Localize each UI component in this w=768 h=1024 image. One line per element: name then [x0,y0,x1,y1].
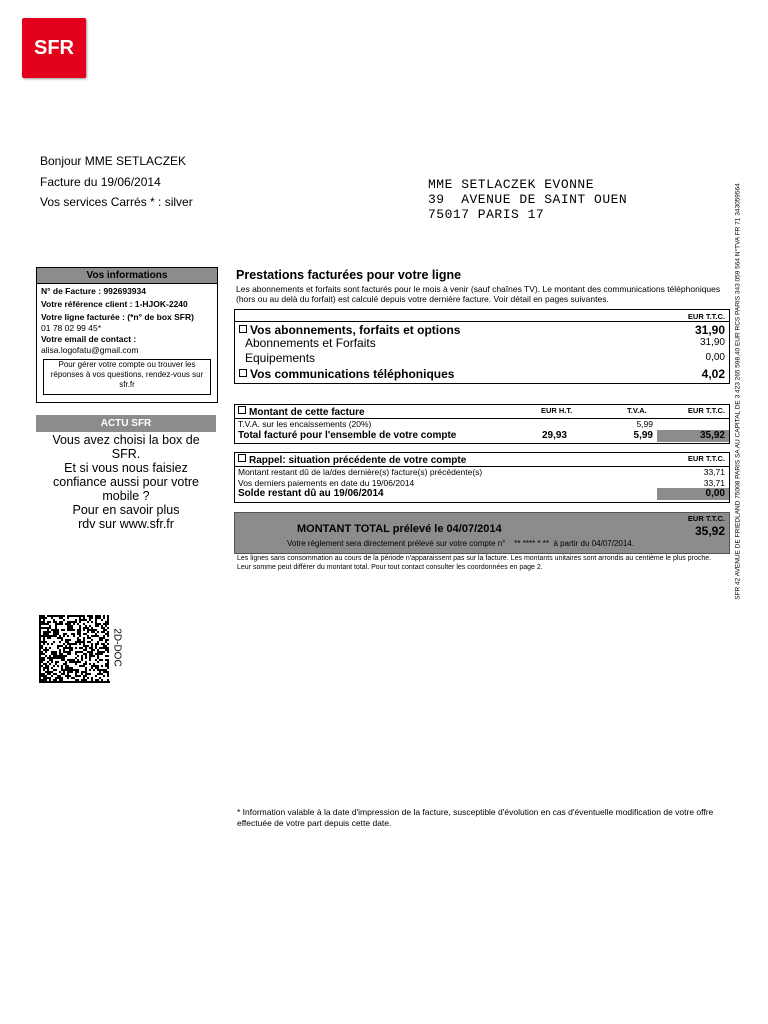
tva-value: 5,99 [636,419,653,429]
invoice-number: N° de Facture : 992693934 [41,286,146,296]
actu-title: ACTU SFR [36,415,216,432]
paiements-value: 33,71 [703,478,725,488]
actu-link[interactable]: rdv sur www.sfr.fr [78,517,174,531]
billed-line-value: 01 78 02 99 45* [41,323,102,333]
address-line-1: MME SETLACZEK EVONNE [428,177,595,192]
rappel-col-header: EUR T.T.C. [687,454,725,463]
invoice-date: Facture du 19/06/2014 [40,175,161,189]
rappel-table [234,452,730,503]
checkbox-square-icon [239,369,247,377]
total-label: MONTANT TOTAL prélevé le 04/07/2014 [297,523,502,535]
total-col-header: EUR T.T.C. [687,514,725,523]
total-label: Total facturé pour l'ensemble de votre compte [238,430,457,441]
email-label: Votre email de contact : [41,334,137,344]
total-ttc: 35,92 [657,430,729,442]
montant-title: Montant de cette facture [249,407,365,418]
prestations-col-header: EUR T.T.C. [687,312,725,321]
actu-line: mobile ? [102,489,150,503]
billed-line-label: Votre ligne facturée : (*n° de box SFR) [41,312,194,322]
abonnements-label: Vos abonnements, forfaits et options [250,323,461,337]
checkbox-square-icon [239,325,247,333]
info-title: Vos informations [37,268,217,284]
actu-line: Vous avez choisi la box de [52,433,200,447]
table-row [235,430,729,442]
sfr-logo [22,18,86,78]
footnote: * Information valable à la date d'impression de la facture, susceptible d'évolution en cas d'éventuelle modification de votre offre effectuée de votre part depuis cette date. [237,807,714,828]
communications-value: 4,02 [701,367,725,381]
total-value: 35,92 [694,524,725,538]
table-row [235,454,729,466]
actu-line: confiance aussi pour votre [53,475,199,489]
communications-label: Vos communications téléphoniques [250,367,455,381]
legal-vertical [730,158,744,634]
prestations-table [234,309,730,384]
actu-line: SFR. [111,447,141,461]
tva-label: T.V.A. sur les encaissements (20%) [238,419,372,429]
checkbox-square-icon [238,406,246,414]
ab-forfaits-value: 31,90 [699,337,725,348]
address-block [428,177,627,222]
paiements-label: Vos derniers paiements en date du 19/06/2014 [238,478,415,488]
table-row [235,406,729,418]
restant-value: 33,71 [703,467,725,477]
table-row [235,488,729,500]
client-reference: Votre référence client : 1-HJOK-2240 [41,299,188,309]
rappel-title: Rappel: situation précédente de votre compte [249,455,467,466]
solde-label: Solde restant dû au 19/06/2014 [238,488,384,499]
checkbox-square-icon [238,454,246,462]
solde-value: 0,00 [657,488,729,500]
info-note: Pour gérer votre compte ou trouver les réponses à vos questions, rendez-vous sur sfr.fr [43,359,211,395]
legal-vertical-text: SFR 42 AVENUE DE FRIEDLAND 75008 PARIS SA AU CAPITAL DE 3 423 265 598,40 EUR RCS PARIS 343 059 564 N°TVA FR 71 343059564 [734,183,742,600]
info-box [36,267,218,403]
ab-forfaits-label: Abonnements et Forfaits [245,336,376,350]
col-ht: EUR H.T. [541,406,573,415]
total-box [234,512,730,554]
qr-label-box [100,628,140,672]
col-ttc: EUR T.T.C. [687,406,725,415]
prestations-title: Prestations facturées pour votre ligne [236,268,462,282]
logo-text: SFR [34,37,74,59]
address-line-2: 39 AVENUE DE SAINT OUEN [428,192,628,207]
total-tva: 5,99 [633,430,653,441]
montant-table [234,404,730,444]
email-value[interactable]: alisa.logofatu@gmail.com [41,345,139,355]
restant-label: Montant restant dû de la/des dernière(s) facture(s) précédente(s) [238,467,483,477]
actu-body [40,433,212,531]
prestations-intro: Les abonnements et forfaits sont facturés pour le mois à venir (sauf chaînes TV). Le montant des communications téléphoniques (hors ou au delà du forfait) est calculé depuis votre dernière facture. Voir détail en pages suivantes. [236,284,721,304]
actu-line: Pour en savoir plus [72,503,180,517]
total-ht: 29,93 [541,430,567,441]
actu-line: Et si vous nous faisiez [64,461,188,475]
qr-label: 2D-DOC [111,628,123,667]
equipements-label: Equipements [245,351,316,365]
col-tva: T.V.A. [627,406,647,415]
services-level: Vos services Carrés * : silver [40,195,193,209]
small-note: Les lignes sans consommation au cours de la période n'apparaissent pas sur la facture. Les montants unitaires sont arrondis au centième le plus proche. Leur somme peut différer du montant total. Pour tout contact consulter les coordonnées en page 2. [237,555,712,571]
greeting-hello: Bonjour MME SETLACZEK [40,154,187,168]
address-line-3: 75017 PARIS 17 [428,207,545,222]
abonnements-value: 31,90 [694,323,725,337]
equipements-value: 0,00 [705,352,725,363]
total-note: Votre règlement sera directement prélevé sur votre compte n° ** **** * ** à partir du 04/07/2014. [287,539,634,548]
